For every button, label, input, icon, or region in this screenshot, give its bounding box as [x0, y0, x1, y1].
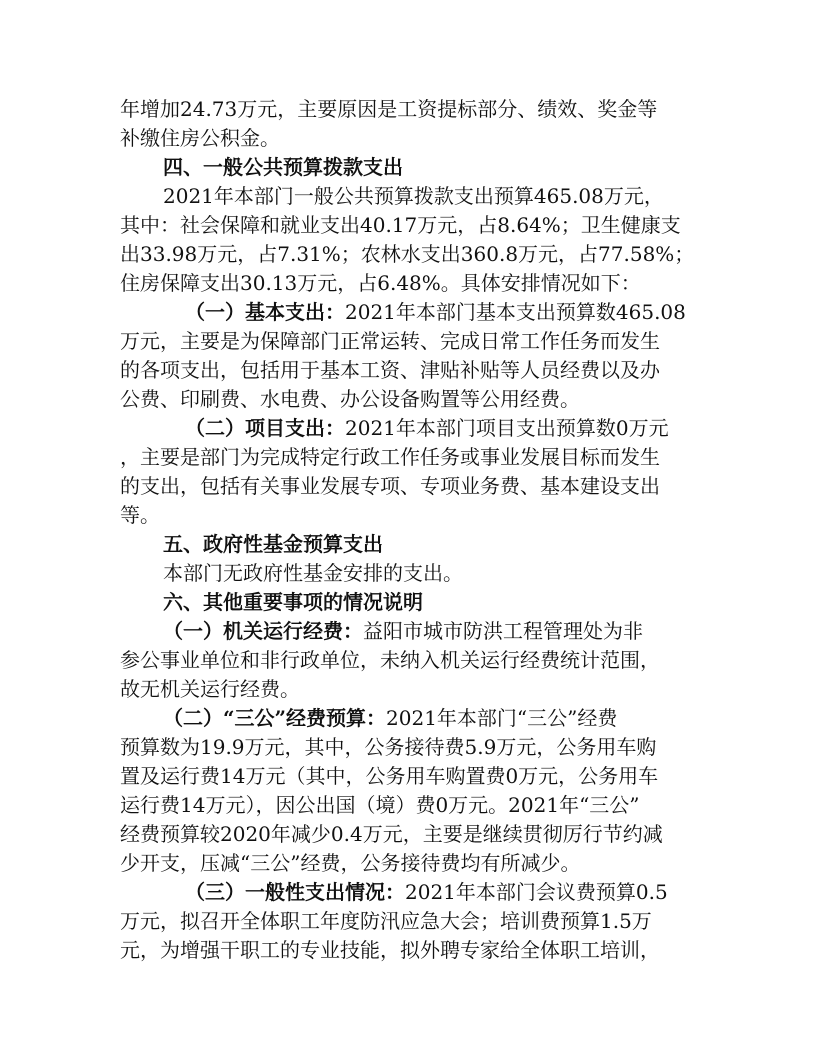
text-line: 住房保障支出30.13万元，占6.48%。具体安排情况如下：	[120, 271, 641, 295]
text-line	[185, 298, 686, 326]
subheading: （一）机关运行经费：	[163, 619, 363, 643]
text-line: 补缴住房公积金。	[120, 126, 280, 150]
text-line: 出33.98万元，占7.31%；农林水支出360.8万元，占77.58%；	[120, 242, 695, 266]
text-line: 的各项支出，包括用于基本工资、津贴补贴等人员经费以及办	[120, 358, 660, 382]
section-heading: 四、一般公共预算拨款支出	[163, 155, 403, 179]
text-line: 故无机关运行经费。	[120, 677, 300, 701]
text-line: 置及运行费14万元（其中，公务用车购置费0万元，公务用车	[120, 764, 659, 788]
text-line	[185, 878, 668, 906]
text-line: 其中：社会保障和就业支出40.17万元，占8.64%；卫生健康支	[120, 213, 681, 237]
text-line	[185, 414, 669, 442]
text-line: 万元，主要是为保障部门正常运转、完成日常工作任务而发生	[120, 329, 660, 353]
text-line: 参公事业单位和非行政单位，未纳入机关运行经费统计范围，	[120, 648, 660, 672]
text-line: 少开支，压减“三公”经费，公务接待费均有所减少。	[120, 851, 581, 875]
text-line: 公费、印刷费、水电费、办公设备购置等公用经费。	[120, 387, 580, 411]
section-heading: 五、政府性基金预算支出	[163, 532, 383, 556]
text-line: 元，为增强干职工的专业技能，拟外聘专家给全体职工培训，	[120, 938, 660, 962]
text-line: 的支出，包括有关事业发展专项、专项业务费、基本建设支出	[120, 474, 660, 498]
text-line	[163, 617, 643, 645]
text-run: 2021年本部门基本支出预算数465.08	[345, 300, 686, 324]
text-run: 益阳市城市防洪工程管理处为非	[363, 619, 643, 643]
text-line: 万元，拟召开全体职工年度防汛应急大会；培训费预算1.5万	[120, 909, 652, 933]
text-line: 本部门无政府性基金安排的支出。	[163, 561, 463, 585]
subheading: （二）项目支出：	[185, 416, 345, 440]
text-line: 等。	[120, 503, 160, 527]
text-line: 预算数为19.9万元，其中，公务接待费5.9万元，公务用车购	[120, 735, 657, 759]
subheading: （二）“三公”经费预算：	[163, 706, 387, 730]
text-line: ，主要是部门为完成特定行政工作任务或事业发展目标而发生	[120, 445, 660, 469]
subheading: （三）一般性支出情况：	[185, 880, 405, 904]
text-run: 2021年本部门“三公”经费	[386, 706, 618, 730]
text-line	[163, 704, 617, 732]
text-line: 年增加24.73万元，主要原因是工资提标部分、绩效、奖金等	[120, 97, 658, 121]
text-line: 运行费14万元），因公出国（境）费0万元。2021年“三公”	[120, 793, 640, 817]
text-run: 2021年本部门会议费预算0.5	[405, 880, 668, 904]
text-line: 经费预算较2020年减少0.4万元，主要是继续贯彻厉行节约减	[120, 822, 663, 846]
subheading: （一）基本支出：	[185, 300, 345, 324]
section-heading: 六、其他重要事项的情况说明	[163, 590, 423, 614]
text-run: 2021年本部门项目支出预算数0万元	[345, 416, 669, 440]
text-line: 2021年本部门一般公共预算拨款支出预算465.08万元，	[163, 184, 664, 208]
